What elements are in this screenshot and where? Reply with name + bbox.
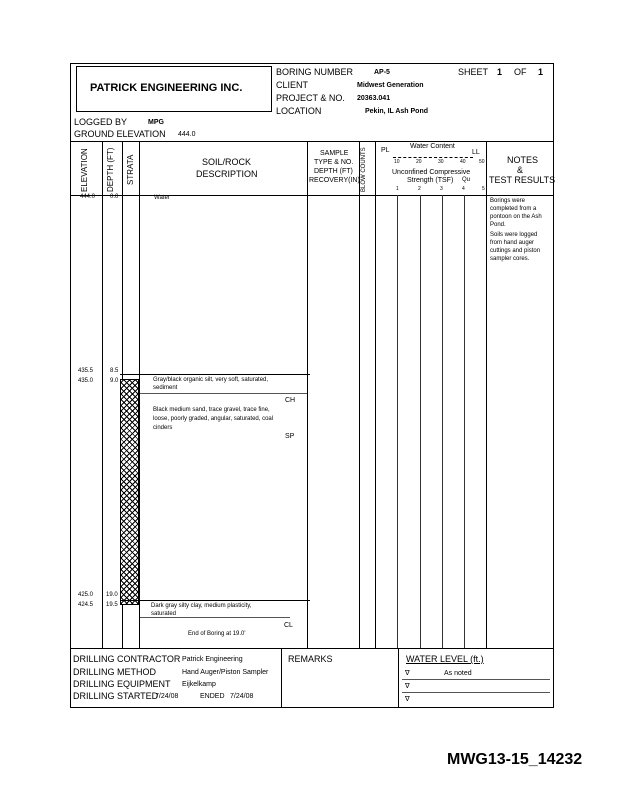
elevation-header: ELEVATION (80, 148, 89, 192)
row-5-elevation: 424.5 (78, 602, 94, 608)
ucs-tick-3: 3 (440, 186, 443, 192)
document-id: MWG13-15_14232 (447, 751, 583, 768)
col-line-6 (375, 141, 376, 648)
grid-line-d (464, 195, 465, 648)
strata-boundary-bottom (120, 600, 310, 601)
remarks-label: REMARKS (288, 654, 333, 664)
col-line-1 (102, 141, 103, 648)
wc-tick-1: 10 (394, 159, 400, 165)
col-line-3 (139, 141, 140, 648)
pl-ll-range-line (393, 157, 473, 158)
boring-number: AP-5 (374, 69, 390, 76)
soil-header-2: DESCRIPTION (196, 169, 258, 179)
grid-line-c (442, 195, 443, 648)
boring-number-label: BORING NUMBER (276, 67, 354, 77)
grid-line-b (420, 195, 421, 648)
layer-2-class: SP (285, 433, 295, 440)
ended-value: 7/24/08 (230, 693, 254, 700)
layer-2-desc-line-2: loose, poorly graded, angular, saturated, coal (153, 416, 274, 422)
strata-boundary-top (120, 374, 310, 375)
wc-tick-2: 20 (416, 159, 422, 165)
row-2-depth: 9.0 (110, 378, 119, 384)
end-of-boring-line (140, 617, 290, 618)
started-value: 7/24/08 (155, 693, 179, 700)
logged-by-label: LOGGED BY (74, 117, 128, 127)
row-0-description: Water (154, 195, 170, 201)
project-label: PROJECT & NO. (276, 93, 345, 103)
layer-3-class: CL (284, 622, 293, 629)
col-line-4 (307, 141, 308, 648)
equipment-value: Eijkelkamp (182, 681, 216, 688)
layer-1-desc-line-1: Gray/black organic silt, very soft, saturated, (153, 377, 269, 383)
row-0-depth: 0.0 (110, 194, 119, 200)
water-level-value-1: As noted (444, 670, 472, 677)
location-value: Pekin, IL Ash Pond (365, 108, 429, 115)
sheet-num: 1 (497, 67, 503, 77)
pl-label: PL (381, 147, 390, 154)
ll-label: LL (472, 149, 480, 156)
water-level-icon-2: ∇ (405, 683, 410, 690)
row-4-depth: 19.0 (106, 592, 118, 598)
row-1-depth: 8.5 (110, 368, 119, 374)
column-header-divider (70, 195, 554, 196)
col-line-7 (486, 141, 487, 648)
blow-counts-header: BLOW COUNTS (361, 147, 367, 192)
water-level-icon-3: ∇ (405, 696, 410, 703)
wc-tick-5: 50 (479, 159, 485, 165)
note-line-4: Pond. (490, 222, 506, 228)
layer-1-class: CH (285, 397, 296, 404)
ended-label: ENDED (200, 693, 225, 700)
sheet-total: 1 (538, 67, 544, 77)
note-line-3: pontoon on the Ash (490, 214, 542, 220)
sample-header-1: SAMPLE (320, 150, 349, 157)
ucs-label-1: Unconfined Compressive (392, 169, 471, 176)
note-line-7: cuttings and piston (490, 248, 541, 254)
wc-tick-3: 30 (438, 159, 444, 165)
client-value: Midwest Generation (357, 82, 424, 89)
water-level-line-1 (402, 679, 550, 680)
notes-header-1: NOTES (507, 155, 539, 165)
method-value: Hand Auger/Piston Sampler (182, 669, 269, 676)
client-label: CLIENT (276, 80, 309, 90)
water-level-label: WATER LEVEL (ft.) (406, 654, 484, 664)
footer-right-divider (398, 648, 399, 708)
layer-1-boundary (140, 393, 307, 394)
end-of-boring-text: End of Boring at 19.0' (188, 631, 246, 637)
layer-1-desc-line-2: sediment (153, 385, 178, 391)
ground-elevation-value: 444.0 (178, 131, 196, 138)
wc-tick-4: 40 (460, 159, 466, 165)
soil-header-1: SOIL/ROCK (202, 157, 252, 167)
contractor-label: DRILLING CONTRACTOR (73, 654, 181, 664)
water-content-label: Water Content (410, 143, 455, 150)
method-label: DRILLING METHOD (73, 667, 157, 677)
equipment-label: DRILLING EQUIPMENT (73, 679, 171, 689)
col-line-5 (359, 141, 360, 648)
layer-2-desc-line-3: cinders (153, 425, 173, 431)
ground-elevation-label: GROUND ELEVATION (74, 129, 166, 139)
ucs-tick-4: 4 (462, 186, 465, 192)
row-5-depth: 19.5 (106, 602, 118, 608)
note-line-6: from hand auger (490, 240, 535, 246)
note-line-8: sampler cores. (490, 256, 530, 262)
notes-header-3: TEST RESULTS (489, 175, 556, 185)
row-0-elevation: 444.0 (80, 194, 96, 200)
contractor-value: Patrick Engineering (182, 656, 243, 663)
logged-by-value: MPG (148, 119, 164, 126)
ucs-tick-5: 5 (482, 186, 485, 192)
notes-header-2: & (517, 165, 524, 175)
row-2-elevation: 435.0 (78, 378, 94, 384)
water-level-line-2 (402, 692, 550, 693)
depth-header: DEPTH (FT) (106, 147, 115, 192)
note-line-2: completed from a (490, 206, 537, 212)
ucs-mark: Qu (462, 177, 471, 183)
layer-2-desc-line-1: Black medium sand, trace gravel, trace fine, (153, 407, 270, 413)
row-4-elevation: 425.0 (78, 592, 94, 598)
header-divider (70, 141, 554, 142)
sheet-label: SHEET (458, 67, 489, 77)
ucs-label-2: Strength (TSF) (407, 177, 454, 184)
project-value: 20363.041 (357, 95, 391, 102)
layer-3-desc-line-1: Dark gray silty clay, medium plasticity, (151, 603, 252, 609)
sample-header-3: DEPTH (FT) (314, 168, 353, 175)
company-name: PATRICK ENGINEERING INC. (90, 82, 243, 94)
note-line-1: Borings were (490, 198, 526, 204)
row-1-elevation: 435.5 (78, 368, 94, 374)
strata-hatch (120, 379, 139, 605)
ucs-tick-2: 2 (418, 186, 421, 192)
started-label: DRILLING STARTED (73, 691, 159, 701)
ucs-tick-1: 1 (396, 186, 399, 192)
sheet-of: OF (514, 67, 527, 77)
sample-header-2: TYPE & NO. (314, 159, 354, 166)
sample-header-4: RECOVERY(IN) (309, 177, 360, 184)
layer-3-desc-line-2: saturated (151, 611, 177, 617)
grid-line-a (397, 195, 398, 648)
location-label: LOCATION (276, 106, 322, 116)
footer-mid-divider (281, 648, 282, 708)
note-line-5: Soils were logged (490, 232, 538, 238)
footer-divider (70, 648, 554, 649)
strata-header: STRATA (126, 154, 135, 185)
water-level-icon-1: ∇ (405, 670, 410, 677)
